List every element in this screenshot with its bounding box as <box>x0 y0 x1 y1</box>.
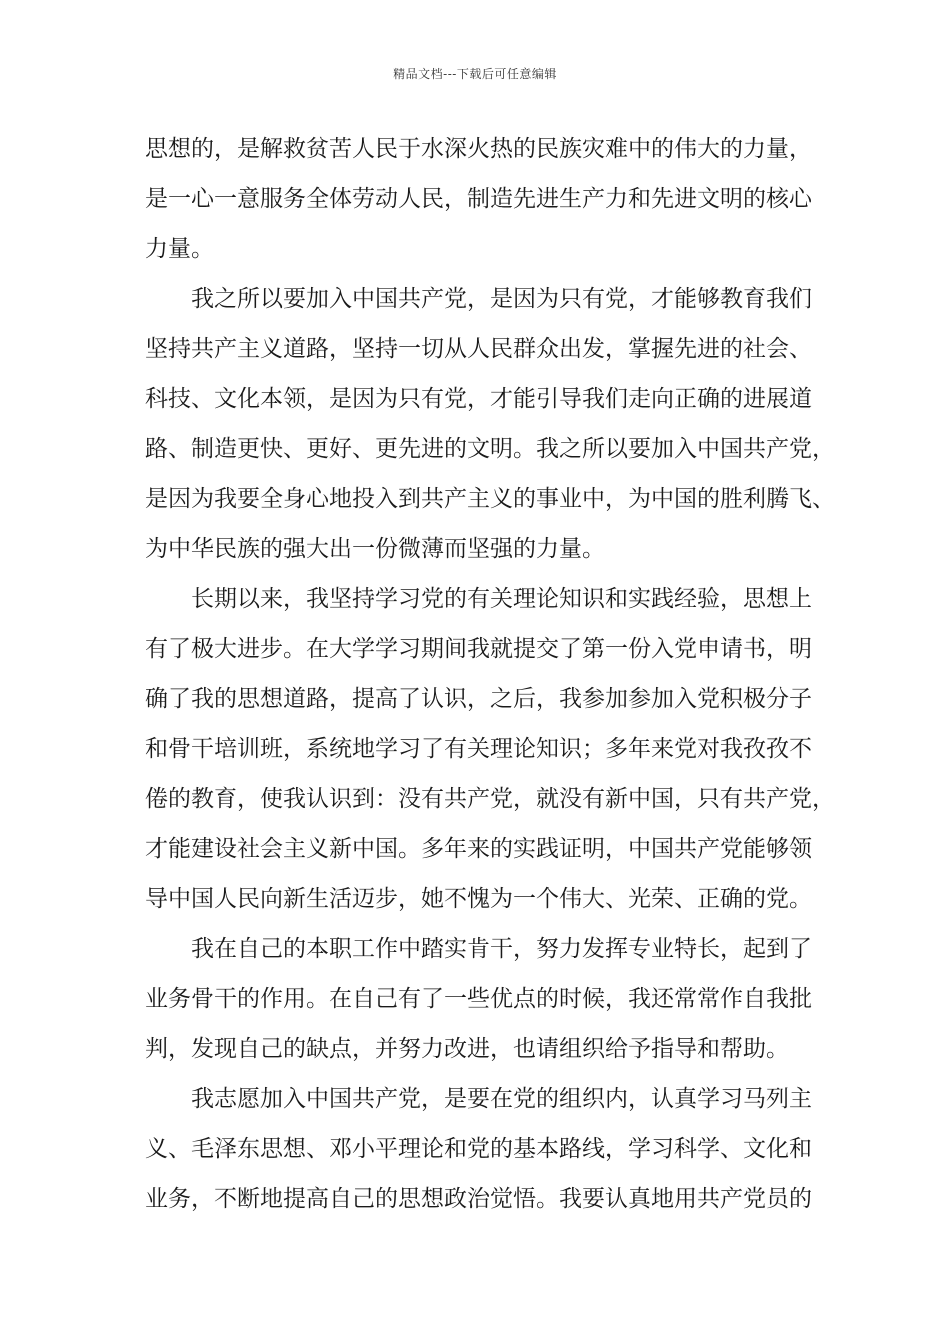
text-line: 确了我的思想道路，提高了认识，之后，我参加参加入党积极分子 <box>145 686 812 712</box>
text-line: 倦的教育，使我认识到：没有共产党，就没有新中国，只有共产党， <box>145 786 835 812</box>
page-header: 精品文档---下载后可任意编辑 <box>393 67 557 81</box>
text-line: 路、制造更快、更好、更先进的文明。我之所以要加入中国共产党， <box>145 436 835 462</box>
text-line: 导中国人民向新生活迈步，她不愧为一个伟大、光荣、正确的党。 <box>145 886 812 912</box>
text-line: 判，发现自己的缺点，并努力改进，也请组织给予指导和帮助。 <box>145 1036 789 1062</box>
text-line: 坚持共产主义道路，坚持一切从人民群众出发，掌握先进的社会、 <box>145 336 812 362</box>
text-line: 是因为我要全身心地投入到共产主义的事业中，为中国的胜利腾飞、 <box>145 486 835 512</box>
text-line: 科技、文化本领，是因为只有党，才能引导我们走向正确的进展道 <box>145 386 812 412</box>
text-line: 业务，不断地提高自己的思想政治觉悟。我要认真地用共产党员的 <box>145 1186 812 1212</box>
text-line: 有了极大进步。在大学学习期间我就提交了第一份入党申请书，明 <box>145 636 812 662</box>
text-line: 和骨干培训班，系统地学习了有关理论知识；多年来党对我孜孜不 <box>145 736 812 762</box>
text-line: 思想的，是解救贫苦人民于水深火热的民族灾难中的伟大的力量， <box>145 136 812 162</box>
text-line: 业务骨干的作用。在自己有了一些优点的时候，我还常常作自我批 <box>145 986 812 1012</box>
text-line: 是一心一意服务全体劳动人民，制造先进生产力和先进文明的核心 <box>145 186 812 212</box>
text-line: 为中华民族的强大出一份微薄而坚强的力量。 <box>145 536 605 562</box>
paragraph-first-line: 长期以来，我坚持学习党的有关理论知识和实践经验，思想上 <box>191 586 812 612</box>
text-line: 力量。 <box>145 236 214 262</box>
text-line: 才能建设社会主义新中国。多年来的实践证明，中国共产党能够领 <box>145 836 812 862</box>
text-line: 义、毛泽东思想、邓小平理论和党的基本路线，学习科学、文化和 <box>145 1136 812 1162</box>
document-body <box>145 124 835 1224</box>
paragraph-first-line: 我在自己的本职工作中踏实肯干，努力发挥专业特长，起到了 <box>191 936 812 962</box>
paragraph-first-line: 我之所以要加入中国共产党，是因为只有党，才能够教育我们 <box>191 286 812 312</box>
paragraph-first-line: 我志愿加入中国共产党，是要在党的组织内，认真学习马列主 <box>191 1086 812 1112</box>
